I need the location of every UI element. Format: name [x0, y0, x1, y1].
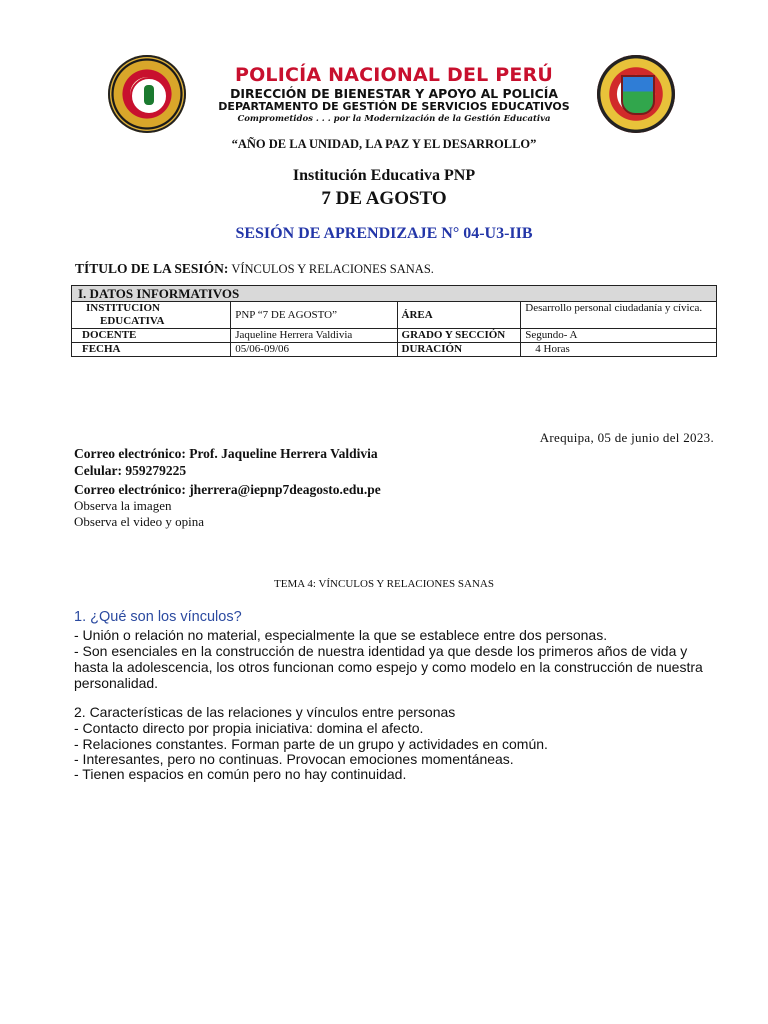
- section1-question: [74, 609, 724, 625]
- section2-heading: 2. Características de las relaciones y vínculos entre personas: [74, 704, 456, 720]
- section2-line: - Tienen espacios en común pero no hay continuidad.: [74, 766, 407, 782]
- session-title: SESIÓN DE APRENDIZAJE N° 04-U3-IIB: [235, 225, 533, 242]
- table-heading: I. DATOS INFORMATIVOS: [72, 286, 717, 302]
- table-row: [72, 302, 717, 329]
- table-header-row: [72, 286, 717, 302]
- contact-email: Correo electrónico: jherrera@iepnp7deagosto.edu.pe: [74, 482, 381, 497]
- police-emblem-icon: [108, 55, 186, 133]
- header-subtitle-2: DEPARTAMENTO DE GESTIÓN DE SERVICIOS EDUCATIVOS: [218, 100, 570, 113]
- institution-label: Institución Educativa PNP: [292, 167, 476, 184]
- duracion-value: 4 Horas: [521, 343, 717, 357]
- section1-line: - Unión o relación no material, especialmente la que se establece entre dos personas.: [74, 627, 608, 643]
- fecha-label: FECHA: [72, 343, 231, 357]
- section1-question-text: 1. ¿Qué son los vínculos?: [74, 609, 242, 625]
- table-row: [72, 329, 717, 343]
- header-subtitle-1: DIRECCIÓN DE BIENESTAR Y APOYO AL POLICÍA: [230, 86, 558, 101]
- instruction-video: Observa el video y opina: [74, 514, 204, 529]
- section1-line: hasta la adolescencia, los otros funcionan como espejo y como modelo en la construcción de nuestra: [74, 659, 703, 675]
- section2-line: - Relaciones constantes. Forman parte de un grupo y actividades en común.: [74, 736, 548, 752]
- institucion-label-cell: [72, 302, 231, 329]
- place-date: Arequipa, 05 de junio del 2023.: [539, 430, 714, 445]
- institucion-value: PNP “7 DE AGOSTO”: [231, 302, 397, 329]
- grado-label: GRADO Y SECCIÓN: [397, 329, 521, 343]
- section2-line: - Interesantes, pero no continuas. Provocan emociones momentáneas.: [74, 751, 514, 767]
- section1-line: - Son esenciales en la construcción de nuestra identidad ya que desde los primeros años de vida y: [74, 643, 688, 659]
- section2-line: - Contacto directo por propia iniciativa: domina el afecto.: [74, 720, 424, 736]
- header-title: POLICÍA NACIONAL DEL PERÚ: [234, 64, 554, 86]
- header-motto: Comprometidos . . . por la Modernización de la Gestión Educativa: [237, 114, 551, 124]
- contact-phone: Celular: 959279225: [74, 463, 187, 478]
- docente-label: DOCENTE: [72, 329, 231, 343]
- education-emblem-icon: [597, 55, 675, 133]
- grado-value: Segundo- A: [521, 329, 717, 343]
- contact-email-name: Correo electrónico: Prof. Jaqueline Herrera Valdivia: [74, 446, 378, 461]
- table-row: [72, 343, 717, 357]
- tema-heading: TEMA 4: VÍNCULOS Y RELACIONES SANAS: [274, 578, 494, 590]
- session-title-value: VÍNCULOS Y RELACIONES SANAS.: [231, 262, 434, 276]
- datos-informativos-table: [71, 285, 717, 357]
- docente-value: Jaqueline Herrera Valdivia: [231, 329, 397, 343]
- institucion-label-1: INSTITUCION: [86, 302, 160, 314]
- section1-line: personalidad.: [74, 675, 159, 691]
- duracion-label: DURACIÓN: [397, 343, 521, 357]
- area-label: ÁREA: [397, 302, 521, 329]
- session-title-label: TÍTULO DE LA SESIÓN:: [75, 261, 229, 276]
- institution-name: 7 DE AGOSTO: [321, 188, 447, 209]
- year-motto: “AÑO DE LA UNIDAD, LA PAZ Y EL DESARROLLO”: [231, 137, 537, 151]
- instruction-image: Observa la imagen: [74, 498, 172, 513]
- area-value: Desarrollo personal ciudadanía y cívica.: [521, 302, 717, 329]
- institucion-label-2: EDUCATIVA: [100, 315, 165, 327]
- session-title-line: [75, 261, 434, 277]
- fecha-value: 05/06-09/06: [231, 343, 397, 357]
